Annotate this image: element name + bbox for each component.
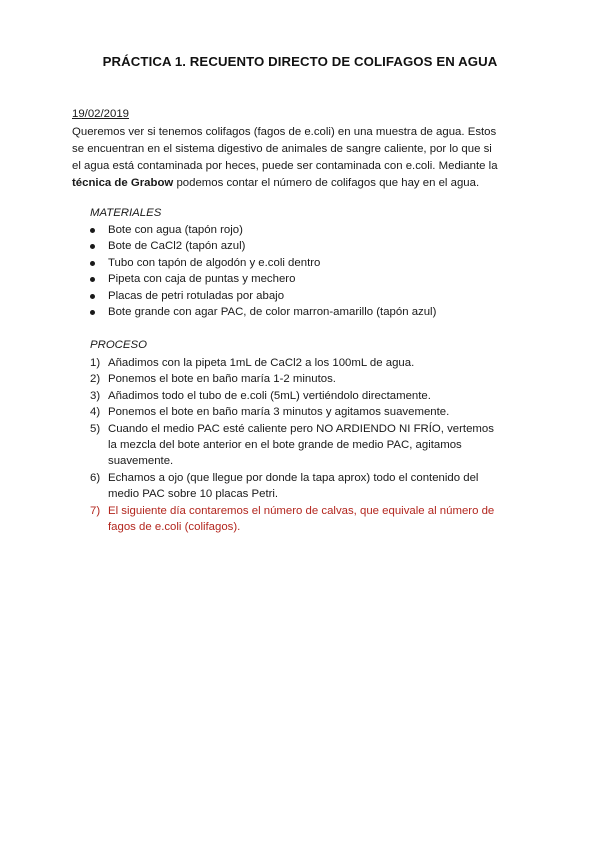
list-item: Bote grande con agar PAC, de color marron-amarillo (tapón azul) <box>90 304 540 320</box>
list-item: Bote de CaCl2 (tapón azul) <box>90 238 540 254</box>
bullet-icon <box>90 304 104 320</box>
intro-paragraph <box>72 124 542 192</box>
materials-heading: MATERIALES <box>90 207 162 219</box>
process-step: 6) Echamos a ojo (que llegue por donde la tapa aprox) todo el contenido del medio PAC sobre 10 placas Petri. <box>90 471 479 501</box>
process-steps <box>90 355 540 535</box>
list-item: Placas de petri rotuladas por abajo <box>90 288 540 304</box>
intro-line: Queremos ver si tenemos colifagos (fagos de e.coli) en una muestra de agua. Estos <box>72 126 497 138</box>
intro-line: el agua está contaminada por heces, puede ser contaminada con e.coli. Mediante la <box>72 160 498 173</box>
page-title: PRÁCTICA 1. RECUENTO DIRECTO DE COLIFAGOS EN AGUA <box>102 54 498 69</box>
process-heading: PROCESO <box>90 339 147 351</box>
intro-line-rest: podemos contar el número de colifagos que hay en el agua. <box>173 177 480 190</box>
step-number: 4) <box>90 406 101 419</box>
materials-list <box>90 222 540 320</box>
bullet-icon <box>90 238 104 254</box>
list-item: Bote con agua (tapón rojo) <box>90 222 540 238</box>
process-step: 1) Añadimos con la pipeta 1mL de CaCl2 a los 100mL de agua. <box>90 355 540 371</box>
bullet-icon <box>90 288 104 304</box>
intro-line <box>72 175 542 192</box>
intro-line: se encuentran en el sistema digestivo de animales de sangre caliente, por lo que si <box>72 143 492 156</box>
step-number: 3) <box>90 389 101 402</box>
document-date: 19/02/2019 <box>72 108 130 120</box>
step-number: 7) <box>90 504 101 517</box>
step-number: 2) <box>90 373 101 386</box>
step-number: 1) <box>90 357 101 369</box>
step-number: 6) <box>90 471 101 484</box>
process-step: 2) Ponemos el bote en baño maría 1-2 minutos. <box>90 371 540 387</box>
process-step: 5) Cuando el medio PAC esté caliente pero NO ARDIENDO NI FRÍO, vertemos la mezcla del bote anterior en el bote grande de medio PAC, agitamos suavemente. <box>90 422 494 468</box>
bullet-icon <box>90 255 104 271</box>
process-step-highlighted: 7) El siguiente día contaremos el número de calvas, que equivale al número de fagos de e.coli (colifagos). <box>90 504 495 534</box>
process-step: 3) Añadimos todo el tubo de e.coli (5mL) vertiéndolo directamente. <box>90 388 540 404</box>
process-step: 4) Ponemos el bote en baño maría 3 minutos y agitamos suavemente. <box>90 404 540 420</box>
list-item: Tubo con tapón de algodón y e.coli dentro <box>90 255 540 271</box>
step-number: 5) <box>90 422 101 435</box>
technique-name: técnica de Grabow <box>72 177 174 190</box>
bullet-icon <box>90 271 104 287</box>
list-item: Pipeta con caja de puntas y mechero <box>90 271 540 287</box>
bullet-icon <box>90 222 104 238</box>
